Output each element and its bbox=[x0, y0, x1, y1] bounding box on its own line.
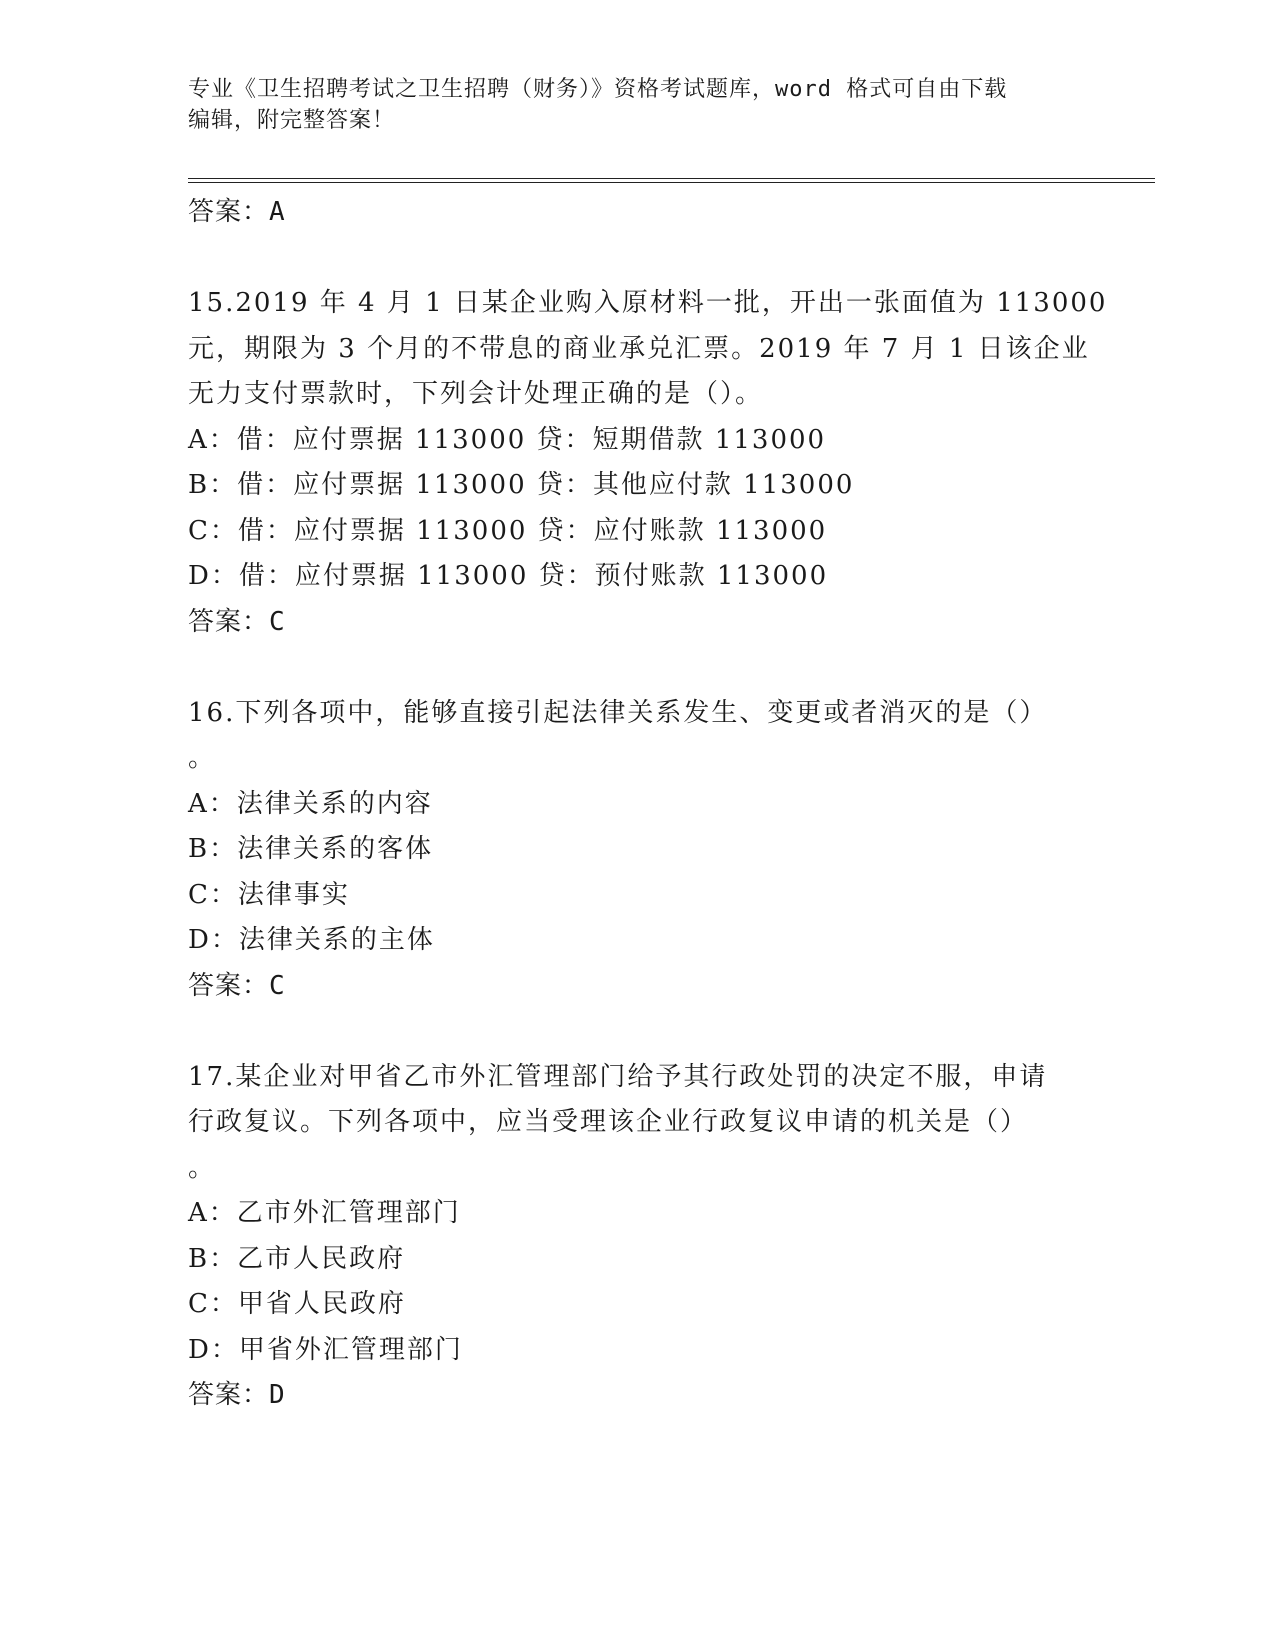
option-c: C：借：应付票据 113000 贷：应付账款 113000 bbox=[188, 515, 828, 546]
question-15 bbox=[188, 281, 1108, 645]
option-d: D：法律关系的主体 bbox=[188, 925, 435, 955]
option-d: D：甲省外汇管理部门 bbox=[188, 1334, 463, 1365]
answer: 答案：C bbox=[188, 606, 286, 637]
question-stem-line: 。 bbox=[188, 1152, 217, 1183]
header-divider-bottom bbox=[188, 182, 1155, 183]
option-b: B：法律关系的客体 bbox=[188, 834, 434, 864]
question-list bbox=[188, 190, 1108, 1419]
option-b: B：乙市人民政府 bbox=[188, 1243, 406, 1274]
question-stem-line: 15.2019 年 4 月 1 日某企业购入原材料一批，开出一张面值为 113000 bbox=[188, 288, 1108, 318]
option-c: C：甲省人民政府 bbox=[188, 1289, 406, 1319]
option-a: A：借：应付票据 113000 贷：短期借款 113000 bbox=[188, 424, 827, 455]
header-line-1: 专业《卫生招聘考试之卫生招聘（财务）》资格考试题库，word 格式可自由下载 bbox=[188, 77, 1008, 102]
previous-answer: 答案：A bbox=[188, 197, 286, 227]
question-stem-line: 17.某企业对甲省乙市外汇管理部门给予其行政处罚的决定不服，申请 bbox=[188, 1061, 1048, 1092]
question-17 bbox=[188, 1055, 1088, 1419]
option-d: D：借：应付票据 113000 贷：预付账款 113000 bbox=[188, 561, 829, 591]
question-stem-line: 元，期限为 3 个月的不带息的商业承兑汇票。2019 年 7 月 1 日该企业 bbox=[188, 333, 1090, 364]
question-stem-line: 行政复议。下列各项中，应当受理该企业行政复议申请的机关是（） bbox=[188, 1107, 1029, 1137]
question-16 bbox=[188, 691, 1088, 1010]
option-b: B：借：应付票据 113000 贷：其他应付款 113000 bbox=[188, 470, 855, 500]
question-stem-line: 16.下列各项中，能够直接引起法律关系发生、变更或者消灭的是（） bbox=[188, 697, 1048, 728]
answer: 答案：C bbox=[188, 970, 286, 1001]
question-stem-line: 。 bbox=[188, 743, 217, 773]
option-a: A：法律关系的内容 bbox=[188, 788, 433, 819]
question-stem-line: 无力支付票款时，下列会计处理正确的是（）。 bbox=[188, 379, 764, 409]
option-a: A：乙市外汇管理部门 bbox=[188, 1198, 461, 1228]
option-c: C：法律事实 bbox=[188, 879, 350, 910]
header-divider-top bbox=[188, 178, 1155, 179]
header-line-2: 编辑，附完整答案！ bbox=[188, 108, 396, 133]
answer: 答案：D bbox=[188, 1380, 286, 1410]
document-header bbox=[188, 74, 1088, 136]
